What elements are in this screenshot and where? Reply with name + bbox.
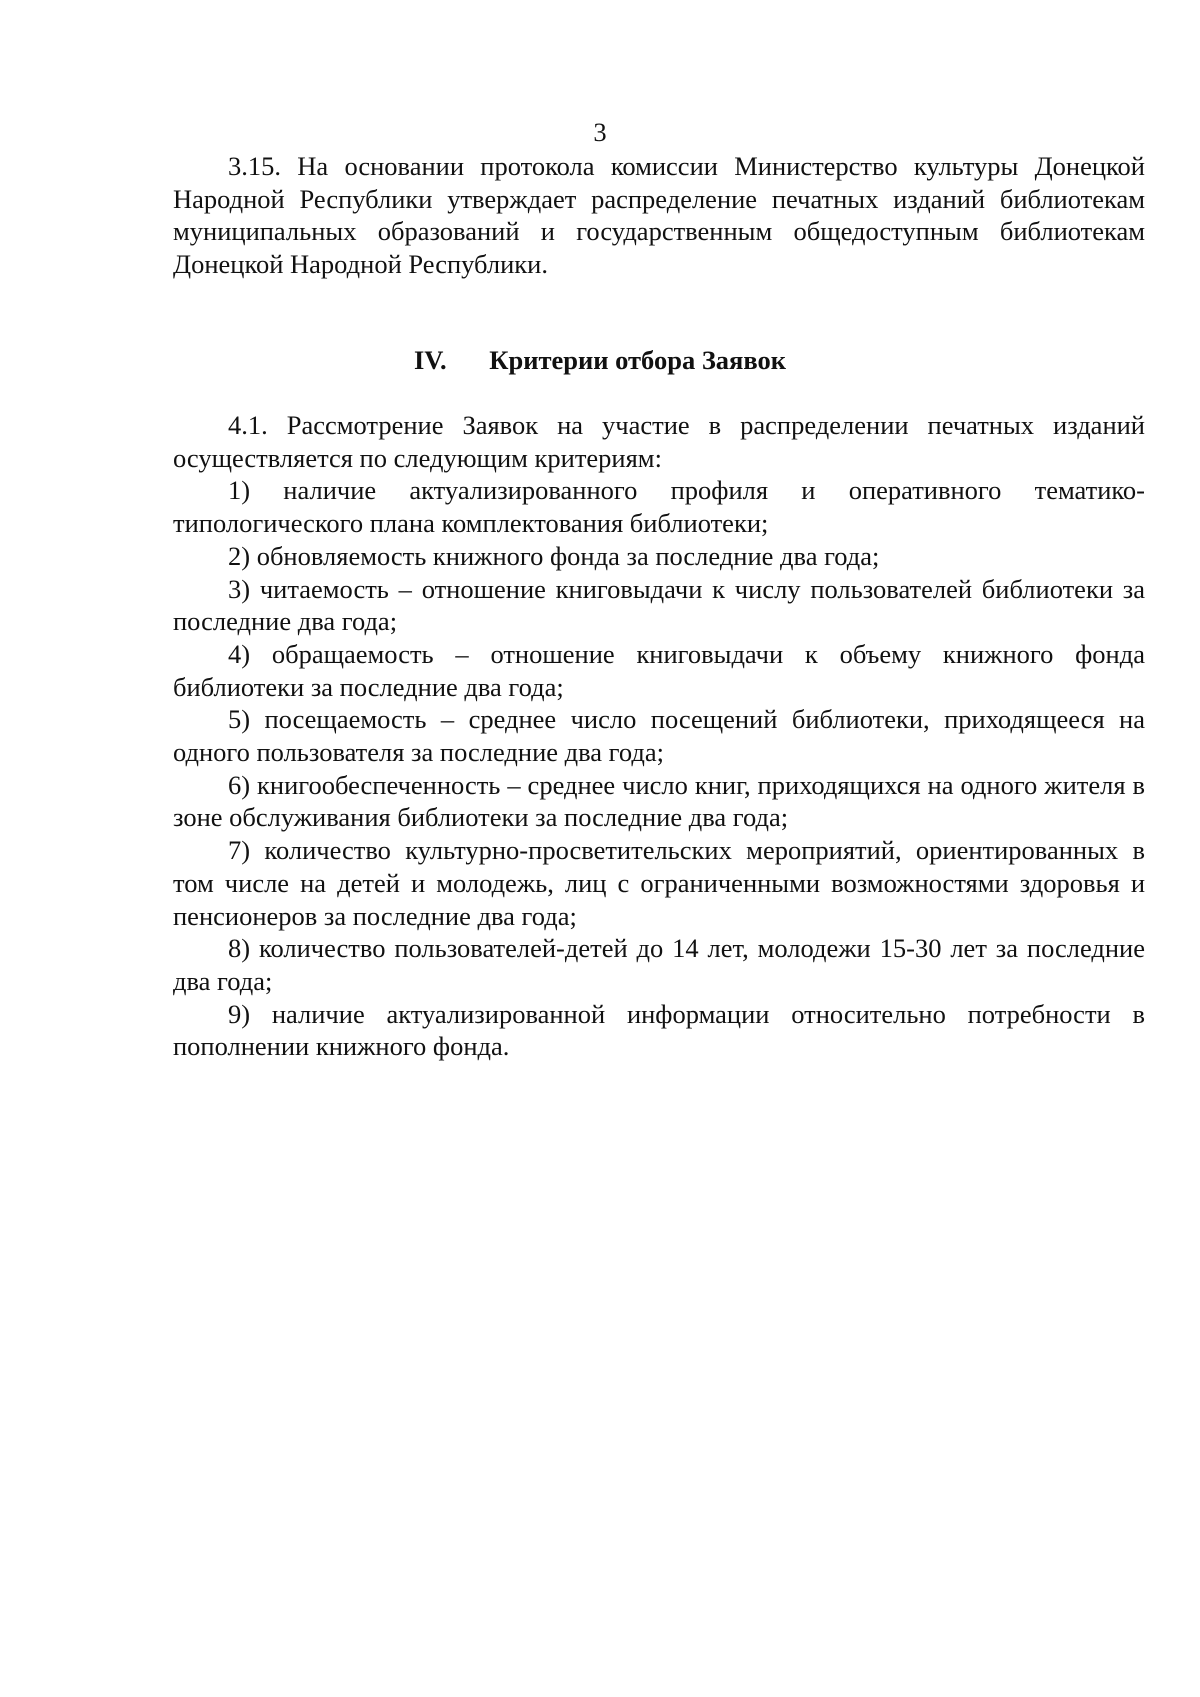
- paragraph-3-15: 3.15. На основании протокола комиссии Министерство культуры Донецкой Народной Республики утверждает распределение печатных изданий библиотекам муниципальных образований и государственным общедоступным библиотекам Донецкой Народной Республики.: [173, 151, 1145, 280]
- criteria-item-4: 4) обращаемость – отношение книговыдачи к объему книжного фонда библиотеки за последние два года;: [173, 638, 1145, 702]
- section-title: Критерии отбора Заявок: [489, 345, 787, 375]
- section-number: IV.: [413, 345, 447, 375]
- criteria-item-6: 6) книгообеспеченность – среднее число книг, приходящихся на одного жителя в зоне обслуживания библиотеки за последние два года;: [173, 769, 1145, 833]
- criteria-item-1: 1) наличие актуализированного профиля и оперативного тематико-типологического плана комплектования библиотеки;: [173, 475, 1145, 539]
- criteria-item-2: 2) обновляемость книжного фонда за последние два года;: [228, 540, 880, 571]
- intro-block: [173, 150, 1145, 281]
- criteria-block: [173, 409, 1145, 1063]
- criteria-item-7: 7) количество культурно-просветительских мероприятий, ориентированных в том числе на детей и молодежь, лиц с ограниченными возможностями здоровья и пенсионеров за последние два года;: [173, 835, 1145, 931]
- criteria-item-3: 3) читаемость – отношение книговыдачи к числу пользователей библиотеки за последние два года;: [173, 573, 1145, 637]
- criteria-item-9: 9) наличие актуализированной информации относительно потребности в пополнении книжного фонда.: [173, 998, 1145, 1062]
- criteria-item-5: 5) посещаемость – среднее число посещений библиотеки, приходящееся на одного пользователя за последние два года;: [173, 704, 1145, 768]
- criteria-item-8: 8) количество пользователей-детей до 14 лет, молодежи 15-30 лет за последние два года;: [173, 933, 1145, 996]
- page-number: 3: [593, 117, 607, 147]
- criteria-lead: 4.1. Рассмотрение Заявок на участие в распределении печатных изданий осуществляется по следующим критериям:: [173, 410, 1145, 473]
- section-heading: [0, 344, 1200, 376]
